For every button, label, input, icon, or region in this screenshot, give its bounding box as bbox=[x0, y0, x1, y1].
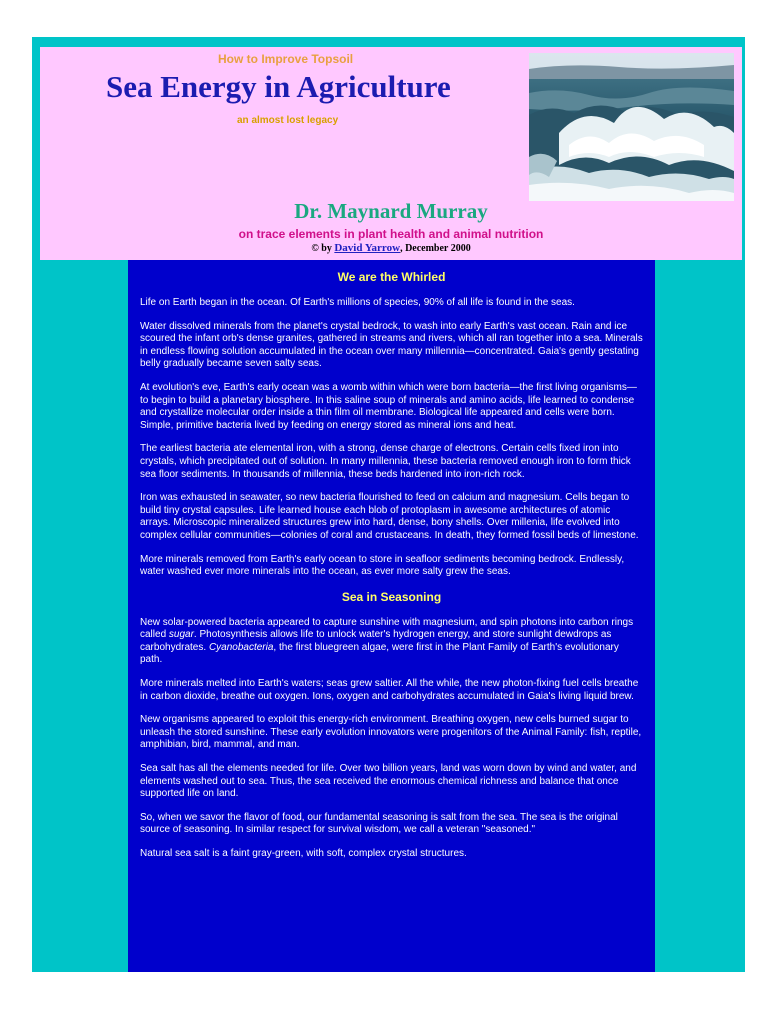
paragraph: Natural sea salt is a faint gray-green, with soft, complex crystal structures. bbox=[140, 848, 467, 859]
kicker-text: How to Improve Topsoil bbox=[218, 52, 354, 66]
paragraph: Sea salt has all the elements needed for life. Over two billion years, land was worn down by wind and water, and elements washed out to sea. Thus, the sea received the enormous chemical richness and balance that once supported life on land. bbox=[140, 763, 637, 800]
paragraph: More minerals removed from Earth's early ocean to store in seafloor sediments becoming bedrock. Endlessly, water washed ever more minerals into the ocean, as ever more salty grew the seas. bbox=[140, 553, 625, 578]
page-title: Sea Energy in Agriculture bbox=[106, 69, 451, 104]
section-heading-whirled: We are the Whirled bbox=[337, 270, 446, 284]
article-body bbox=[128, 260, 655, 972]
tagline-text: an almost lost legacy bbox=[237, 115, 339, 126]
credit-suffix: , December 2000 bbox=[400, 243, 471, 254]
paragraph: Iron was exhausted in seawater, so new bacteria flourished to feed on calcium and magnesium. Cells began to build tiny crystal capsules. Life learned house each blob of protoplasm in awesome architectures of atomic arrays. Microscopic mineralized structures grew into hard, dense, bony shells. Over millenia, life evolved into complex cellular communities—colonies of coral and crustaceans. In death, they formed fossil beds of limestone. bbox=[140, 492, 639, 541]
paragraph: So, when we savor the flavor of food, our fundamental seasoning is salt from the sea. The sea is the original source of seasoning. In similar respect for survival wisdom, we call a veteran "seasoned." bbox=[140, 811, 618, 836]
header-banner bbox=[40, 47, 742, 260]
paragraph: New organisms appeared to exploit this energy-rich environment. Breathing oxygen, new cells burned sugar to unleash the stored sunshine. These early evolution innovators were progenitors of the Animal Family: fish, reptile, amphibian, bird, mammal, and man. bbox=[140, 714, 642, 751]
paragraph: At evolution's eve, Earth's early ocean was a womb within which were born bacteria—the first living organisms—to begin to build a planetary biosphere. In this saline soup of minerals and amino acids, life learned to condense and crystallize molecular order inside a thin film oil membrane. Biological life appeared and cells were born. Simple, primitive bacteria lived by feeding on energy stored as mineral ions and heat. bbox=[140, 381, 637, 431]
paragraph: More minerals melted into Earth's waters; seas grew saltier. All the while, the new photon-fixing fuel cells breathe in carbon dioxide, breathe out oxygen. Ions, oxygen and carbohydrates accumulated in Gaia's living liquid brew. bbox=[140, 678, 639, 702]
emphasis-term: Cyanobacteria bbox=[208, 641, 274, 653]
emphasis-term: sugar bbox=[168, 629, 194, 641]
paragraph: New solar-powered bacteria appeared to capture sunshine with magnesium, and spin photons into carbon rings called sugar. Photosynthesis allows life to unlock water's hydrogen energy, and store sunlight dewdrops as carbohydrates. Cyanobacteria, the first bluegreen algae, were first in the Plant Family of Earth's evolutionary path. bbox=[140, 616, 634, 666]
credit-prefix: © by bbox=[311, 243, 332, 254]
paragraph: Life on Earth began in the ocean. Of Earth's millions of species, 90% of all life is found in the seas. bbox=[140, 297, 575, 308]
credit-line bbox=[40, 242, 742, 254]
subtitle-text: on trace elements in plant health and animal nutrition bbox=[238, 227, 544, 241]
author-name: Dr. Maynard Murray bbox=[294, 199, 488, 223]
page-frame bbox=[32, 37, 745, 972]
section-heading-seasoning: Sea in Seasoning bbox=[341, 589, 442, 604]
ocean-waves-image bbox=[529, 53, 734, 201]
ocean-waves-photo bbox=[529, 53, 734, 201]
author-link[interactable]: David Yarrow bbox=[334, 242, 401, 254]
paragraph: The earliest bacteria ate elemental iron, with a strong, dense charge of electrons. Certain cells fixed iron into crystals, which precipitated out of solution. In many millennia, these bacteria removed enough iron to form thick sea floor sediments. In thousands of millennia, these beds hardened into iron-rich rock. bbox=[140, 443, 631, 480]
paragraph: Water dissolved minerals from the planet's crystal bedrock, to wash into early Earth's vast ocean. Rain and ice scoured the infant orb's dense granites, gathered in streams and rivers, which all ran together into a sea. Minerals in endless flowing solution accumulated in the ocean over many millennia—concentrated. Gaia's gently gestating belly gradually became seven salty seas. bbox=[140, 320, 643, 370]
